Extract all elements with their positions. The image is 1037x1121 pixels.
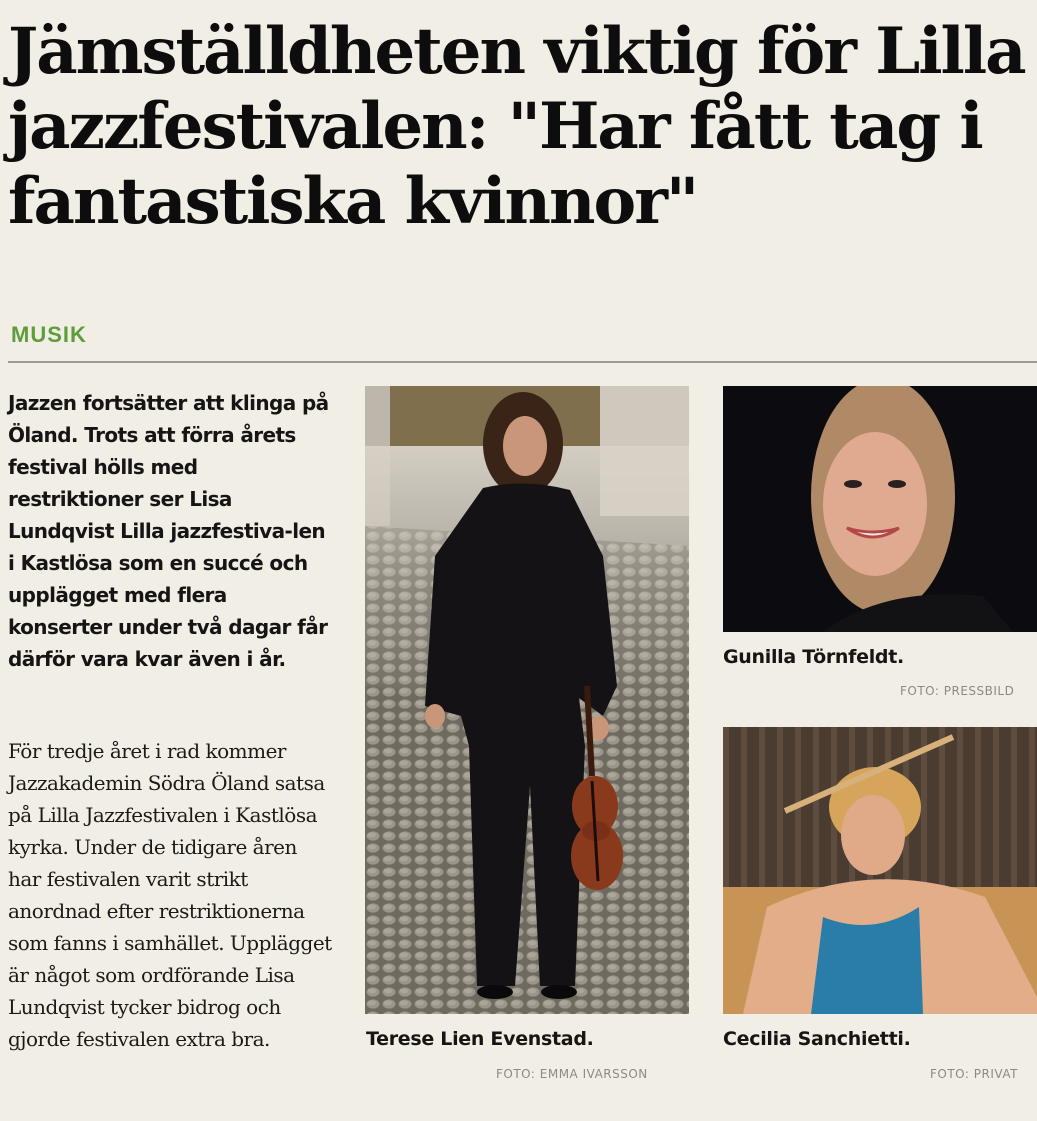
- section-label: MUSIK: [11, 322, 87, 347]
- article-body: För tredje året i rad kommer Jazzakademin Södra Öland satsa på Lilla Jazzfestivalen i Kastlösa kyrka. Under de tidigare åren har festivalen varit strikt anordnad efter restriktionerna som fanns i samhället. Upplägget är något som ordförande Lisa Lundqvist tycker bidrog och gjorde festivalen extra bra.: [8, 739, 332, 1051]
- photo-caption: Gunilla Törnfeldt.: [723, 646, 904, 668]
- photo-terese-lien-evenstad: [365, 386, 689, 1014]
- photo-gunilla-tornfeldt: [723, 386, 1037, 632]
- photo-caption: Cecilia Sanchietti.: [723, 1028, 911, 1050]
- photo-credit: FOTO: EMMA IVARSSON: [496, 1067, 648, 1081]
- article-headline: Jämställdheten viktig för Lilla jazzfestivalen: "Har fått tag i fantastiska kvinnor": [8, 14, 1025, 239]
- article-lead: Jazzen fortsätter att klinga på Öland. Trots att förra årets festival hölls med restriktioner ser Lisa Lundqvist Lilla jazzfestiva-len i Kastlösa som en succé och upplägget med flera konserter under två dagar får därför vara kvar även i år.: [8, 391, 329, 671]
- photo-cecilia-sanchietti: [723, 727, 1037, 1014]
- photo-credit: FOTO: PRESSBILD: [900, 684, 1015, 698]
- photo-caption: Terese Lien Evenstad.: [366, 1028, 594, 1050]
- section-divider: [8, 361, 1037, 363]
- photo-credit: FOTO: PRIVAT: [930, 1067, 1018, 1081]
